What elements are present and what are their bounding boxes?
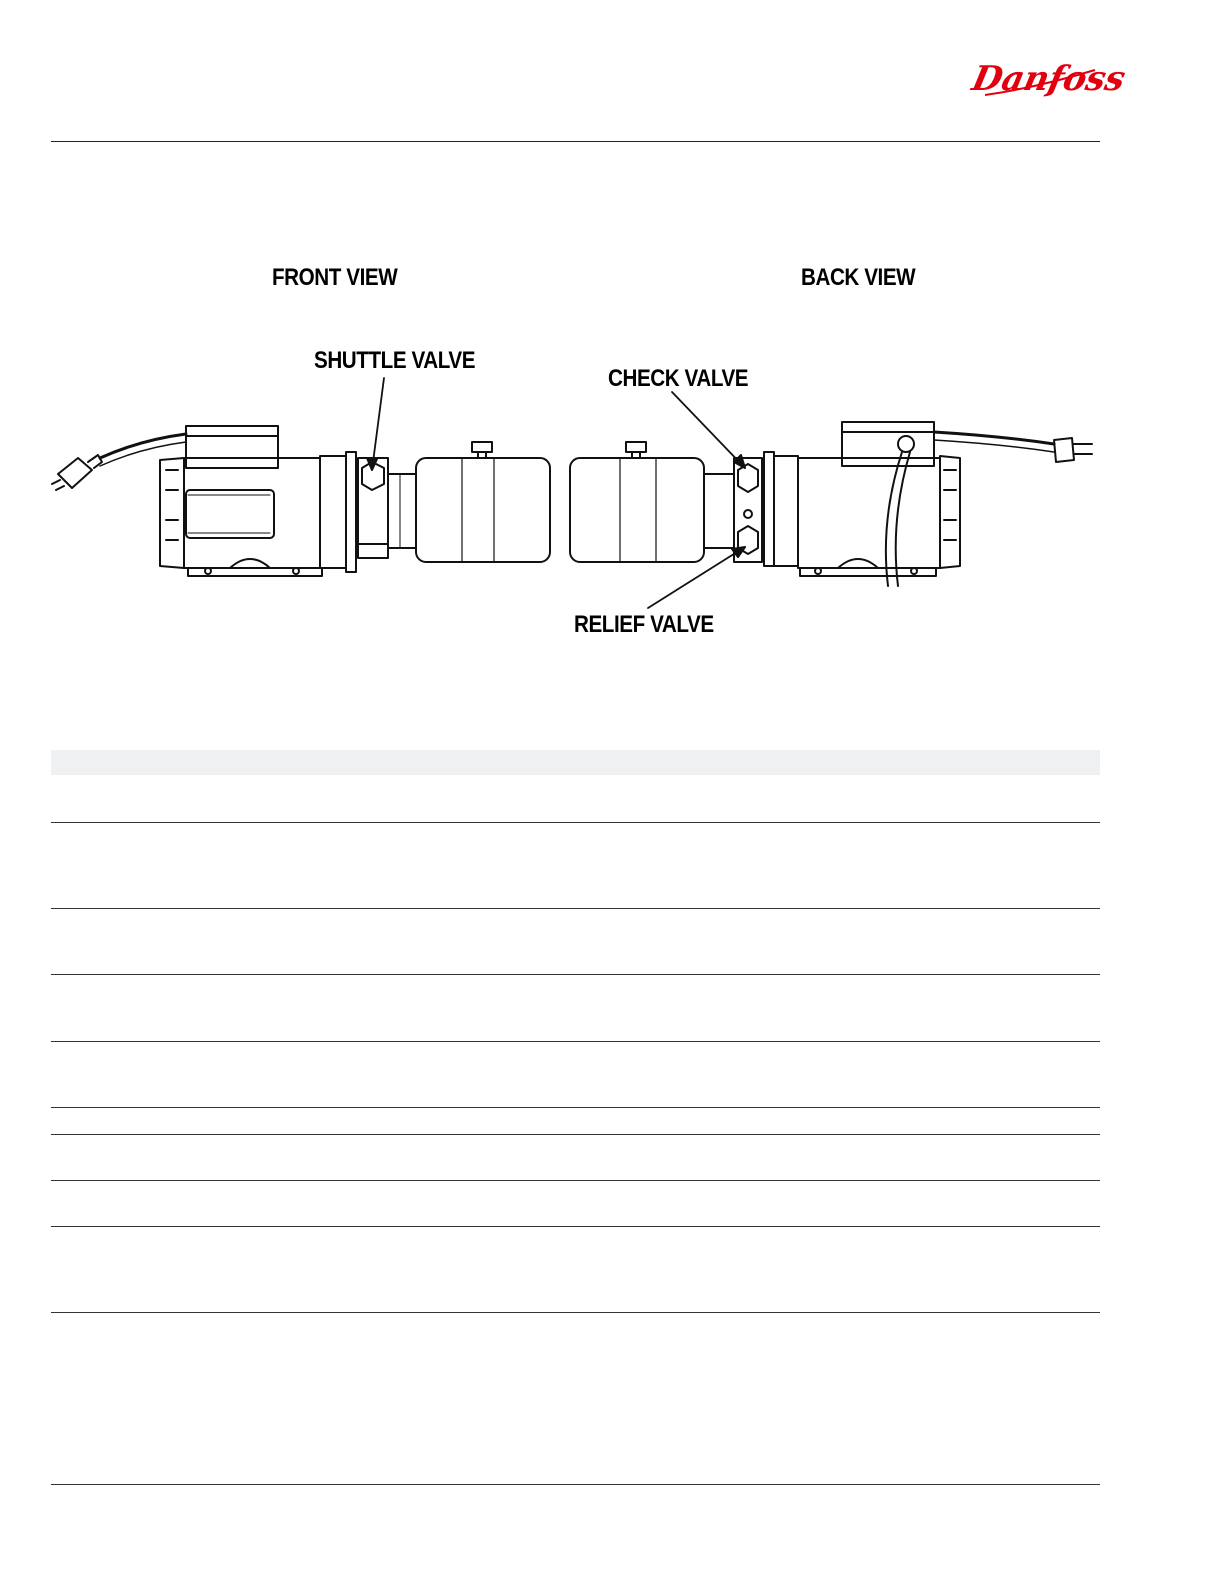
table-row-divider — [51, 1312, 1100, 1313]
svg-text:Danfoss: Danfoss — [968, 59, 1129, 99]
table-header-band — [51, 750, 1100, 775]
table-row-divider — [51, 1226, 1100, 1227]
table-row-divider — [51, 1107, 1100, 1108]
back-view-label: BACK VIEW — [801, 264, 916, 291]
back-view-unit — [570, 392, 1092, 608]
front-view-label: FRONT VIEW — [272, 264, 398, 291]
table-row-divider — [51, 1180, 1100, 1181]
front-view-unit — [52, 378, 550, 576]
power-unit-drawing — [0, 0, 1224, 700]
table-row-divider — [51, 1134, 1100, 1135]
table-row-divider — [51, 974, 1100, 975]
table-row-divider — [51, 822, 1100, 823]
check-valve-callout: CHECK VALVE — [608, 365, 749, 392]
table-row-divider — [51, 1484, 1100, 1485]
relief-valve-callout: RELIEF VALVE — [574, 611, 714, 638]
shuttle-valve-callout: SHUTTLE VALVE — [314, 347, 476, 374]
table-row-divider — [51, 908, 1100, 909]
table-row-divider — [51, 1041, 1100, 1042]
